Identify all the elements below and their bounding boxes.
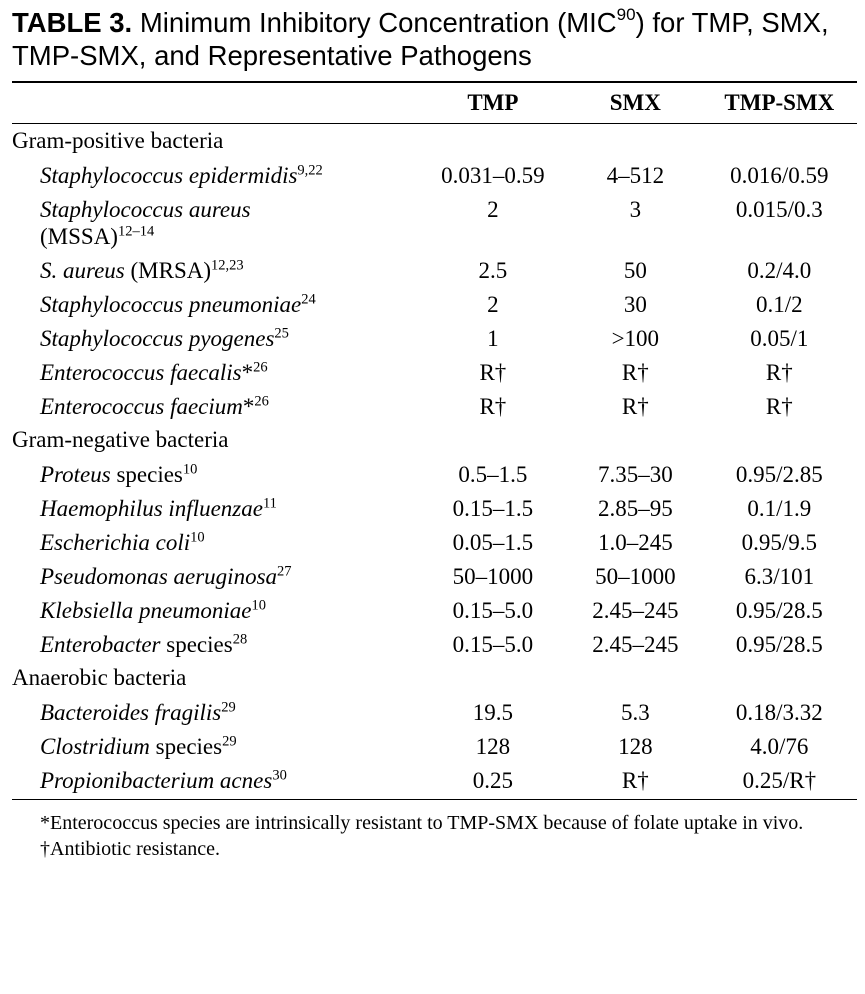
tmp-smx-value: 0.2/4.0 — [747, 258, 812, 283]
organism-qualifier: species — [160, 632, 233, 657]
tmp-smx-value: 0.1/2 — [756, 292, 803, 317]
tmp-value: 19.5 — [472, 700, 513, 725]
organism-name: Enterococcus faecalis — [40, 360, 242, 385]
header-row — [12, 83, 857, 124]
footnotes — [12, 810, 857, 862]
organism-cell — [12, 525, 417, 559]
organism-qualifier: * — [242, 394, 255, 419]
tmp-smx-value: 0.016/0.59 — [730, 163, 829, 188]
tmp-value: R† — [479, 394, 507, 419]
tmp-value: 0.15–5.0 — [452, 598, 534, 623]
organism-cell — [12, 627, 417, 661]
reference-superscript: 10 — [190, 529, 205, 546]
reference-superscript: 10 — [251, 597, 266, 614]
smx-value: 4–512 — [606, 163, 665, 188]
smx-value: 128 — [618, 734, 653, 759]
organism-cell — [12, 457, 417, 491]
reference-superscript: 28 — [232, 631, 248, 648]
organism-name: Enterobacter — [40, 632, 161, 657]
organism-cell — [12, 389, 417, 423]
category-row — [12, 124, 857, 159]
organism-cell — [12, 158, 417, 192]
smx-value: R† — [621, 394, 649, 419]
tmp-value: R† — [479, 360, 507, 385]
organism-name: Bacteroides fragilis — [40, 700, 222, 725]
reference-superscript: 12–14 — [117, 223, 155, 240]
organism-name: Staphylococcus pyogenes — [40, 326, 275, 351]
table-row — [12, 192, 857, 253]
table-row — [12, 321, 857, 355]
tmp-smx-value: 0.95/28.5 — [735, 632, 823, 657]
tmp-smx-value: 4.0/76 — [750, 734, 809, 759]
smx-value: 5.3 — [620, 700, 650, 725]
tmp-smx-value: 6.3/101 — [744, 564, 815, 589]
table-label: TABLE 3. — [12, 7, 133, 38]
footnote-resistance: †Antibiotic resistance. — [40, 838, 220, 860]
tmp-smx-value: 0.05/1 — [750, 326, 809, 351]
table-row — [12, 627, 857, 661]
table-caption — [12, 6, 857, 72]
reference-superscript: 27 — [277, 563, 292, 580]
organism-cell — [12, 559, 417, 593]
tmp-value: 128 — [475, 734, 511, 759]
organism-cell — [12, 695, 417, 729]
table-row — [12, 457, 857, 491]
reference-superscript: 24 — [301, 291, 316, 308]
header-organism — [12, 83, 417, 124]
category-title: Gram-positive bacteria — [12, 128, 224, 153]
table-row — [12, 729, 857, 763]
tmp-smx-value: 0.95/28.5 — [735, 598, 823, 623]
organism-name: Staphylococcus pneumoniae — [40, 292, 302, 317]
footnote-enterococcus: *Enterococcus species are intrinsically resistant to TMP-SMX because of folate uptake in vivo. — [40, 812, 804, 834]
organism-cell — [12, 729, 417, 763]
tmp-smx-value: R† — [765, 394, 793, 419]
organism-qualifier: * — [241, 360, 254, 385]
organism-name: Enterococcus faecium — [40, 394, 243, 419]
reference-superscript: 12,23 — [211, 257, 244, 274]
caption-superscript: 90 — [616, 4, 636, 24]
smx-value: 3 — [629, 197, 642, 222]
organism-name: Haemophilus influenzae — [40, 496, 263, 521]
table-row — [12, 389, 857, 423]
tmp-smx-value: 0.18/3.32 — [735, 700, 823, 725]
tmp-value: 2 — [487, 292, 499, 317]
table-row — [12, 593, 857, 627]
header-tmp-smx: TMP-SMX — [724, 90, 835, 115]
organism-cell — [12, 253, 417, 287]
organism-name: S. aureus — [40, 258, 125, 283]
organism-name: Staphylococcus aureus — [40, 197, 251, 222]
organism-name: Proteus — [40, 462, 111, 487]
smx-value: 2.85–95 — [597, 496, 673, 521]
smx-value: 2.45–245 — [592, 598, 679, 623]
organism-cell — [12, 491, 417, 525]
tmp-value: 0.5–1.5 — [458, 462, 528, 487]
smx-value: 50 — [623, 258, 647, 283]
reference-superscript: 25 — [274, 325, 289, 342]
tmp-value: 0.15–1.5 — [452, 496, 534, 521]
tmp-value: 1 — [487, 326, 499, 351]
smx-value: 7.35–30 — [597, 462, 673, 487]
organism-name: Staphylococcus epidermidis — [40, 163, 298, 188]
bottom-rule — [12, 799, 857, 800]
organism-cell — [12, 321, 417, 355]
organism-qualifier: (MSSA) — [40, 224, 118, 249]
category-title: Anaerobic bacteria — [12, 665, 187, 690]
table-row — [12, 695, 857, 729]
organism-qualifier: species — [149, 734, 223, 759]
category-row — [12, 423, 857, 457]
smx-value: 1.0–245 — [597, 530, 673, 555]
table-row — [12, 355, 857, 389]
tmp-smx-value: 0.25/R† — [742, 768, 817, 793]
tmp-smx-value: 0.95/9.5 — [741, 530, 818, 555]
category-row — [12, 661, 857, 695]
organism-name: Propionibacterium acnes — [40, 768, 273, 793]
tmp-smx-value: R† — [765, 360, 793, 385]
organism-name: Clostridium — [40, 734, 150, 759]
caption-text-part2: ) for TMP, SMX, TMP-SMX, and Representative Pathogens — [12, 7, 829, 71]
table-row — [12, 287, 857, 321]
reference-superscript: 26 — [253, 359, 268, 376]
tmp-value: 2 — [487, 197, 499, 222]
reference-superscript: 29 — [221, 699, 236, 716]
organism-cell — [12, 763, 417, 797]
organism-qualifier: (MRSA) — [124, 258, 212, 283]
reference-superscript: 10 — [182, 461, 198, 478]
organism-cell — [12, 287, 417, 321]
reference-superscript: 9,22 — [297, 162, 323, 179]
smx-value: R† — [621, 768, 649, 793]
table-figure — [12, 0, 857, 862]
header-tmp: TMP — [467, 90, 519, 115]
tmp-value: 50–1000 — [452, 564, 534, 589]
reference-superscript: 26 — [254, 393, 269, 410]
table-row — [12, 559, 857, 593]
organism-name: Klebsiella pneumoniae — [40, 598, 252, 623]
table-row — [12, 525, 857, 559]
table-row — [12, 491, 857, 525]
table-body — [12, 124, 857, 798]
tmp-value: 2.5 — [478, 258, 508, 283]
category-title: Gram-negative bacteria — [12, 427, 229, 452]
tmp-smx-value: 0.1/1.9 — [747, 496, 812, 521]
smx-value: 30 — [623, 292, 647, 317]
smx-value: 50–1000 — [595, 564, 676, 589]
reference-superscript: 30 — [272, 767, 287, 784]
smx-value: >100 — [611, 326, 660, 351]
tmp-value: 0.05–1.5 — [452, 530, 534, 555]
smx-value: 2.45–245 — [592, 632, 679, 657]
organism-name: Escherichia coli — [40, 530, 191, 555]
header-smx: SMX — [609, 90, 661, 115]
organism-cell — [12, 192, 417, 253]
table-row — [12, 158, 857, 192]
tmp-smx-value: 0.95/2.85 — [735, 462, 823, 487]
caption-text-part1: Minimum Inhibitory Concentration (MIC — [139, 7, 617, 38]
reference-superscript: 29 — [222, 733, 237, 750]
reference-superscript: 11 — [262, 495, 277, 512]
table-row — [12, 763, 857, 797]
organism-cell — [12, 593, 417, 627]
organism-cell — [12, 355, 417, 389]
mic-table — [12, 83, 857, 797]
organism-name: Pseudomonas aeruginosa — [40, 564, 278, 589]
organism-qualifier: species — [110, 462, 183, 487]
tmp-smx-value: 0.015/0.3 — [735, 197, 823, 222]
smx-value: R† — [621, 360, 649, 385]
tmp-value: 0.15–5.0 — [452, 632, 534, 657]
tmp-value: 0.031–0.59 — [441, 163, 545, 188]
table-row — [12, 253, 857, 287]
tmp-value: 0.25 — [472, 768, 513, 793]
